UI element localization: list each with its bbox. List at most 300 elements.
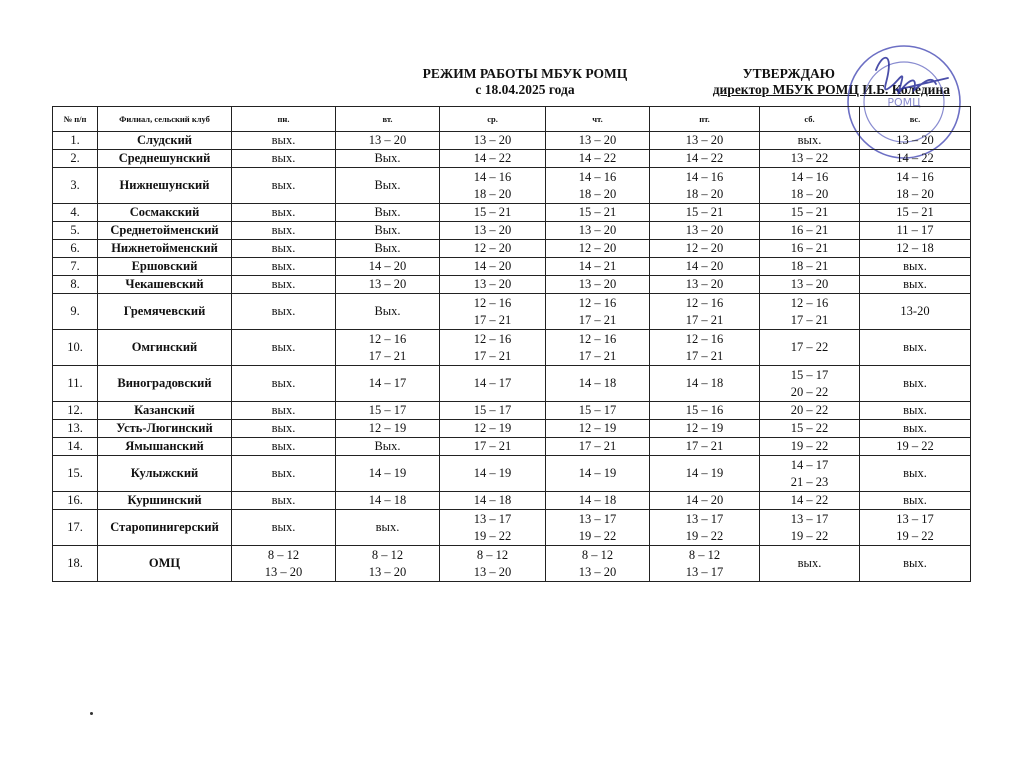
- hours-text: 13 – 20: [896, 133, 934, 147]
- day-hours-cell: [440, 330, 546, 366]
- hours-text: 13 – 20: [264, 564, 303, 579]
- row-number: 5.: [53, 222, 98, 240]
- hours-text: 17 – 21: [685, 348, 724, 363]
- svg-text:РОМЦ: РОМЦ: [887, 96, 921, 109]
- hours-text: 13 – 20: [473, 133, 512, 147]
- day-hours-cell: [650, 366, 760, 402]
- hours-text: 19 – 22: [790, 528, 829, 543]
- branch-name: Гремячевский: [98, 294, 232, 330]
- day-hours-cell: [650, 276, 760, 294]
- day-hours-cell: [760, 546, 860, 582]
- day-hours-cell: [546, 366, 650, 402]
- hours-text: Вых.: [374, 178, 401, 192]
- table-row: [53, 132, 971, 150]
- day-hours-cell: [860, 132, 971, 150]
- day-hours-cell: [232, 456, 336, 492]
- hours-text: 16 – 21: [790, 241, 829, 255]
- day-hours-cell: [440, 420, 546, 438]
- hours-text: 14 – 18: [578, 493, 617, 507]
- title-line-2: с 18.04.2025 года: [475, 82, 575, 97]
- table-row: [53, 456, 971, 492]
- row-number: 18.: [53, 546, 98, 582]
- hours-text: 14 – 17: [790, 457, 829, 472]
- day-hours-cell: [760, 168, 860, 204]
- day-hours-cell: [336, 420, 440, 438]
- day-hours-cell: [440, 240, 546, 258]
- hours-text: вых.: [903, 466, 927, 480]
- hours-text: 12 – 16: [578, 295, 617, 310]
- table-row: [53, 168, 971, 204]
- day-hours-cell: [860, 240, 971, 258]
- day-hours-cell: [760, 366, 860, 402]
- hours-text: 13 – 20: [578, 133, 617, 147]
- hours-text: вых.: [271, 403, 296, 417]
- hours-text: 13-20: [900, 304, 930, 318]
- hours-text: вых.: [271, 223, 296, 237]
- day-hours-cell: [232, 240, 336, 258]
- column-header: пт.: [650, 107, 760, 132]
- table-row: [53, 240, 971, 258]
- hours-text: вых.: [375, 520, 400, 534]
- branch-name: Казанский: [98, 402, 232, 420]
- hours-text: Вых.: [374, 151, 401, 165]
- hours-text: вых.: [271, 205, 296, 219]
- hours-text: 8 – 12: [371, 547, 404, 562]
- day-hours-cell: [650, 168, 760, 204]
- hours-text: 18 – 20: [896, 186, 934, 201]
- hours-text: 17 – 21: [685, 312, 724, 327]
- hours-text: 14 – 22: [685, 151, 724, 165]
- table-row: [53, 150, 971, 168]
- day-hours-cell: [760, 456, 860, 492]
- day-hours-cell: [336, 276, 440, 294]
- day-hours-cell: [650, 510, 760, 546]
- day-hours-cell: [860, 510, 971, 546]
- table-row: [53, 258, 971, 276]
- day-hours-cell: [232, 222, 336, 240]
- row-number: 1.: [53, 132, 98, 150]
- day-hours-cell: [232, 438, 336, 456]
- day-hours-cell: [440, 150, 546, 168]
- hours-text: 12 – 16: [473, 295, 512, 310]
- hours-text: вых.: [271, 178, 296, 192]
- day-hours-cell: [650, 456, 760, 492]
- hours-text: Вых.: [374, 304, 401, 318]
- day-hours-cell: [546, 168, 650, 204]
- hours-text: 17 – 21: [578, 312, 617, 327]
- day-hours-cell: [232, 420, 336, 438]
- day-hours-cell: [232, 276, 336, 294]
- row-number: 13.: [53, 420, 98, 438]
- hours-text: 15 – 21: [473, 205, 512, 219]
- day-hours-cell: [650, 132, 760, 150]
- hours-text: вых.: [271, 304, 296, 318]
- day-hours-cell: [860, 222, 971, 240]
- hours-text: 19 – 22: [790, 439, 829, 453]
- day-hours-cell: [440, 294, 546, 330]
- day-hours-cell: [440, 402, 546, 420]
- day-hours-cell: [336, 222, 440, 240]
- hours-text: вых.: [271, 520, 296, 534]
- hours-text: 13 – 20: [685, 133, 724, 147]
- day-hours-cell: [336, 294, 440, 330]
- day-hours-cell: [546, 204, 650, 222]
- hours-text: 20 – 22: [790, 403, 829, 417]
- day-hours-cell: [232, 294, 336, 330]
- branch-name: Нижнетойменский: [98, 240, 232, 258]
- hours-text: 13 – 20: [473, 223, 512, 237]
- day-hours-cell: [440, 204, 546, 222]
- hours-text: вых.: [271, 151, 296, 165]
- row-number: 11.: [53, 366, 98, 402]
- day-hours-cell: [232, 366, 336, 402]
- day-hours-cell: [440, 438, 546, 456]
- hours-text: 19 – 22: [896, 528, 934, 543]
- branch-name: Куршинский: [98, 492, 232, 510]
- day-hours-cell: [232, 546, 336, 582]
- hours-text: 13 – 20: [473, 564, 512, 579]
- hours-text: 18 – 20: [790, 186, 829, 201]
- hours-text: 14 – 19: [578, 466, 617, 480]
- hours-text: вых.: [271, 277, 296, 291]
- branch-name: Виноградовский: [98, 366, 232, 402]
- row-number: 2.: [53, 150, 98, 168]
- row-number: 14.: [53, 438, 98, 456]
- column-header: ср.: [440, 107, 546, 132]
- hours-text: 18 – 20: [473, 186, 512, 201]
- day-hours-cell: [650, 150, 760, 168]
- hours-text: вых.: [271, 493, 296, 507]
- day-hours-cell: [650, 420, 760, 438]
- column-header: чт.: [546, 107, 650, 132]
- table-row: [53, 420, 971, 438]
- day-hours-cell: [440, 132, 546, 150]
- hours-text: 12 – 16: [368, 331, 407, 346]
- day-hours-cell: [336, 402, 440, 420]
- table-row: [53, 276, 971, 294]
- hours-text: 12 – 20: [473, 241, 512, 255]
- hours-text: Вых.: [374, 223, 401, 237]
- hours-text: 17 – 21: [473, 312, 512, 327]
- day-hours-cell: [760, 258, 860, 276]
- day-hours-cell: [860, 420, 971, 438]
- day-hours-cell: [760, 222, 860, 240]
- day-hours-cell: [650, 492, 760, 510]
- hours-text: 8 – 12: [476, 547, 509, 562]
- hours-text: 14 – 20: [685, 493, 724, 507]
- day-hours-cell: [760, 204, 860, 222]
- hours-text: 13 – 20: [685, 277, 724, 291]
- hours-text: 14 – 19: [473, 466, 512, 480]
- scan-speck: [90, 712, 93, 715]
- table-row: [53, 492, 971, 510]
- day-hours-cell: [860, 294, 971, 330]
- day-hours-cell: [546, 510, 650, 546]
- hours-text: 17 – 21: [790, 312, 829, 327]
- branch-name: Ершовский: [98, 258, 232, 276]
- hours-text: 8 – 12: [581, 547, 614, 562]
- day-hours-cell: [546, 402, 650, 420]
- hours-text: вых.: [903, 277, 927, 291]
- hours-text: 13 – 20: [578, 564, 617, 579]
- day-hours-cell: [232, 258, 336, 276]
- hours-text: 13 – 20: [578, 277, 617, 291]
- day-hours-cell: [860, 330, 971, 366]
- hours-text: 14 – 16: [473, 169, 512, 184]
- hours-text: вых.: [271, 340, 296, 354]
- hours-text: 14 – 22: [578, 151, 617, 165]
- hours-text: 13 – 17: [685, 511, 724, 526]
- hours-text: Вых.: [374, 241, 401, 255]
- row-number: 15.: [53, 456, 98, 492]
- hours-text: вых.: [271, 241, 296, 255]
- branch-name: Кулыжский: [98, 456, 232, 492]
- day-hours-cell: [860, 456, 971, 492]
- day-hours-cell: [860, 168, 971, 204]
- day-hours-cell: [546, 456, 650, 492]
- branch-name: Чекашевский: [98, 276, 232, 294]
- hours-text: 13 – 20: [368, 277, 407, 291]
- table-row: [53, 510, 971, 546]
- hours-text: 19 – 22: [578, 528, 617, 543]
- table-row: [53, 330, 971, 366]
- approve-line-1: УТВЕРЖДАЮ: [742, 66, 835, 81]
- branch-name: Усть-Люгинский: [98, 420, 232, 438]
- hours-text: 18 – 21: [790, 259, 829, 273]
- hours-text: 12 – 16: [473, 331, 512, 346]
- hours-text: 15 – 17: [473, 403, 512, 417]
- hours-text: 19 – 22: [896, 439, 934, 453]
- day-hours-cell: [232, 402, 336, 420]
- day-hours-cell: [760, 510, 860, 546]
- hours-text: вых.: [271, 133, 296, 147]
- hours-text: 20 – 22: [790, 384, 829, 399]
- day-hours-cell: [546, 294, 650, 330]
- row-number: 7.: [53, 258, 98, 276]
- hours-text: 15 – 22: [790, 421, 829, 435]
- day-hours-cell: [546, 330, 650, 366]
- day-hours-cell: [650, 258, 760, 276]
- day-hours-cell: [336, 132, 440, 150]
- document-title: [395, 66, 655, 98]
- hours-text: 14 – 16: [685, 169, 724, 184]
- hours-text: 16 – 21: [790, 223, 829, 237]
- column-header: Филиал, сельский клуб: [98, 107, 232, 132]
- day-hours-cell: [760, 492, 860, 510]
- day-hours-cell: [336, 438, 440, 456]
- branch-name: Среднешунский: [98, 150, 232, 168]
- day-hours-cell: [760, 276, 860, 294]
- hours-text: 15 – 21: [578, 205, 617, 219]
- day-hours-cell: [650, 438, 760, 456]
- hours-text: 13 – 17: [790, 511, 829, 526]
- day-hours-cell: [546, 492, 650, 510]
- day-hours-cell: [336, 510, 440, 546]
- day-hours-cell: [650, 546, 760, 582]
- hours-text: 18 – 20: [578, 186, 617, 201]
- table-header-row: [53, 107, 971, 132]
- hours-text: вых.: [903, 259, 927, 273]
- hours-text: вых.: [271, 259, 296, 273]
- table-row: [53, 294, 971, 330]
- day-hours-cell: [760, 330, 860, 366]
- hours-text: 12 – 20: [685, 241, 724, 255]
- day-hours-cell: [546, 276, 650, 294]
- hours-text: 12 – 19: [578, 421, 617, 435]
- column-header: пн.: [232, 107, 336, 132]
- day-hours-cell: [546, 420, 650, 438]
- day-hours-cell: [336, 456, 440, 492]
- hours-text: 13 – 20: [368, 564, 407, 579]
- hours-text: 13 – 17: [896, 511, 934, 526]
- hours-text: 19 – 22: [473, 528, 512, 543]
- hours-text: 21 – 23: [790, 474, 829, 489]
- table-row: [53, 366, 971, 402]
- hours-text: 14 – 22: [790, 493, 829, 507]
- hours-text: 13 – 20: [790, 277, 829, 291]
- day-hours-cell: [232, 150, 336, 168]
- day-hours-cell: [760, 294, 860, 330]
- hours-text: 17 – 21: [578, 348, 617, 363]
- day-hours-cell: [546, 150, 650, 168]
- row-number: 4.: [53, 204, 98, 222]
- day-hours-cell: [760, 150, 860, 168]
- day-hours-cell: [336, 150, 440, 168]
- day-hours-cell: [336, 546, 440, 582]
- day-hours-cell: [650, 330, 760, 366]
- hours-text: 15 – 16: [685, 403, 724, 417]
- hours-text: 14 – 16: [896, 169, 934, 184]
- hours-text: 13 – 20: [368, 133, 407, 147]
- day-hours-cell: [232, 492, 336, 510]
- hours-text: 15 – 21: [685, 205, 724, 219]
- hours-text: Вых.: [374, 439, 401, 453]
- day-hours-cell: [232, 330, 336, 366]
- hours-text: 12 – 16: [685, 331, 724, 346]
- hours-text: 13 – 22: [790, 151, 829, 165]
- day-hours-cell: [860, 546, 971, 582]
- day-hours-cell: [650, 402, 760, 420]
- hours-text: 14 – 22: [896, 151, 934, 165]
- row-number: 12.: [53, 402, 98, 420]
- hours-text: 17 – 21: [578, 439, 617, 453]
- hours-text: вых.: [903, 403, 927, 417]
- day-hours-cell: [546, 240, 650, 258]
- column-header: № п/п: [53, 107, 98, 132]
- hours-text: 13 – 20: [578, 223, 617, 237]
- hours-text: 8 – 12: [688, 547, 721, 562]
- day-hours-cell: [336, 366, 440, 402]
- day-hours-cell: [760, 438, 860, 456]
- hours-text: 14 – 21: [578, 259, 617, 273]
- day-hours-cell: [760, 402, 860, 420]
- hours-text: Вых.: [374, 205, 401, 219]
- day-hours-cell: [336, 240, 440, 258]
- hours-text: 13 – 17: [685, 564, 724, 579]
- day-hours-cell: [336, 330, 440, 366]
- branch-name: Ямышанский: [98, 438, 232, 456]
- hours-text: 14 – 17: [473, 376, 512, 390]
- column-header: вс.: [860, 107, 971, 132]
- hours-text: вых.: [271, 439, 296, 453]
- branch-name: Старопинигерский: [98, 510, 232, 546]
- hours-text: 15 – 17: [578, 403, 617, 417]
- day-hours-cell: [860, 366, 971, 402]
- day-hours-cell: [440, 510, 546, 546]
- table-row: [53, 438, 971, 456]
- hours-text: вых.: [903, 493, 927, 507]
- branch-name: Среднетойменский: [98, 222, 232, 240]
- column-header: вт.: [336, 107, 440, 132]
- day-hours-cell: [440, 258, 546, 276]
- table-row: [53, 204, 971, 222]
- row-number: 10.: [53, 330, 98, 366]
- branch-name: Сосмакский: [98, 204, 232, 222]
- day-hours-cell: [232, 168, 336, 204]
- day-hours-cell: [336, 492, 440, 510]
- hours-text: 13 – 20: [685, 223, 724, 237]
- day-hours-cell: [440, 456, 546, 492]
- hours-text: 14 – 18: [473, 493, 512, 507]
- table-row: [53, 546, 971, 582]
- row-number: 3.: [53, 168, 98, 204]
- row-number: 8.: [53, 276, 98, 294]
- day-hours-cell: [546, 258, 650, 276]
- hours-text: 15 – 17: [368, 403, 407, 417]
- hours-text: 8 – 12: [267, 547, 300, 562]
- day-hours-cell: [650, 294, 760, 330]
- day-hours-cell: [336, 168, 440, 204]
- hours-text: вых.: [271, 376, 296, 390]
- day-hours-cell: [650, 204, 760, 222]
- hours-text: 12 – 16: [578, 331, 617, 346]
- hours-text: 17 – 21: [368, 348, 407, 363]
- hours-text: 19 – 22: [685, 528, 724, 543]
- day-hours-cell: [232, 132, 336, 150]
- hours-text: 15 – 17: [790, 367, 829, 382]
- hours-text: вых.: [271, 421, 296, 435]
- table-row: [53, 222, 971, 240]
- hours-text: 14 – 19: [368, 466, 407, 480]
- branch-name: Слудский: [98, 132, 232, 150]
- day-hours-cell: [760, 132, 860, 150]
- hours-text: 14 – 20: [473, 259, 512, 273]
- hours-text: вых.: [903, 340, 927, 354]
- hours-text: 14 – 20: [368, 259, 407, 273]
- hours-text: 15 – 21: [896, 205, 934, 219]
- hours-text: 18 – 20: [685, 186, 724, 201]
- day-hours-cell: [860, 276, 971, 294]
- day-hours-cell: [440, 222, 546, 240]
- hours-text: 14 – 18: [578, 376, 617, 390]
- hours-text: 14 – 18: [685, 376, 724, 390]
- hours-text: 17 – 22: [790, 340, 829, 354]
- hours-text: вых.: [797, 556, 822, 570]
- hours-text: 12 – 16: [790, 295, 829, 310]
- row-number: 9.: [53, 294, 98, 330]
- hours-text: 12 – 19: [368, 421, 407, 435]
- hours-text: 13 – 17: [578, 511, 617, 526]
- hours-text: 13 – 17: [473, 511, 512, 526]
- branch-name: Омгинский: [98, 330, 232, 366]
- hours-text: вых.: [903, 376, 927, 390]
- hours-text: 12 – 19: [685, 421, 724, 435]
- day-hours-cell: [440, 546, 546, 582]
- hours-text: 14 – 20: [685, 259, 724, 273]
- hours-text: 12 – 20: [578, 241, 617, 255]
- day-hours-cell: [232, 510, 336, 546]
- day-hours-cell: [860, 402, 971, 420]
